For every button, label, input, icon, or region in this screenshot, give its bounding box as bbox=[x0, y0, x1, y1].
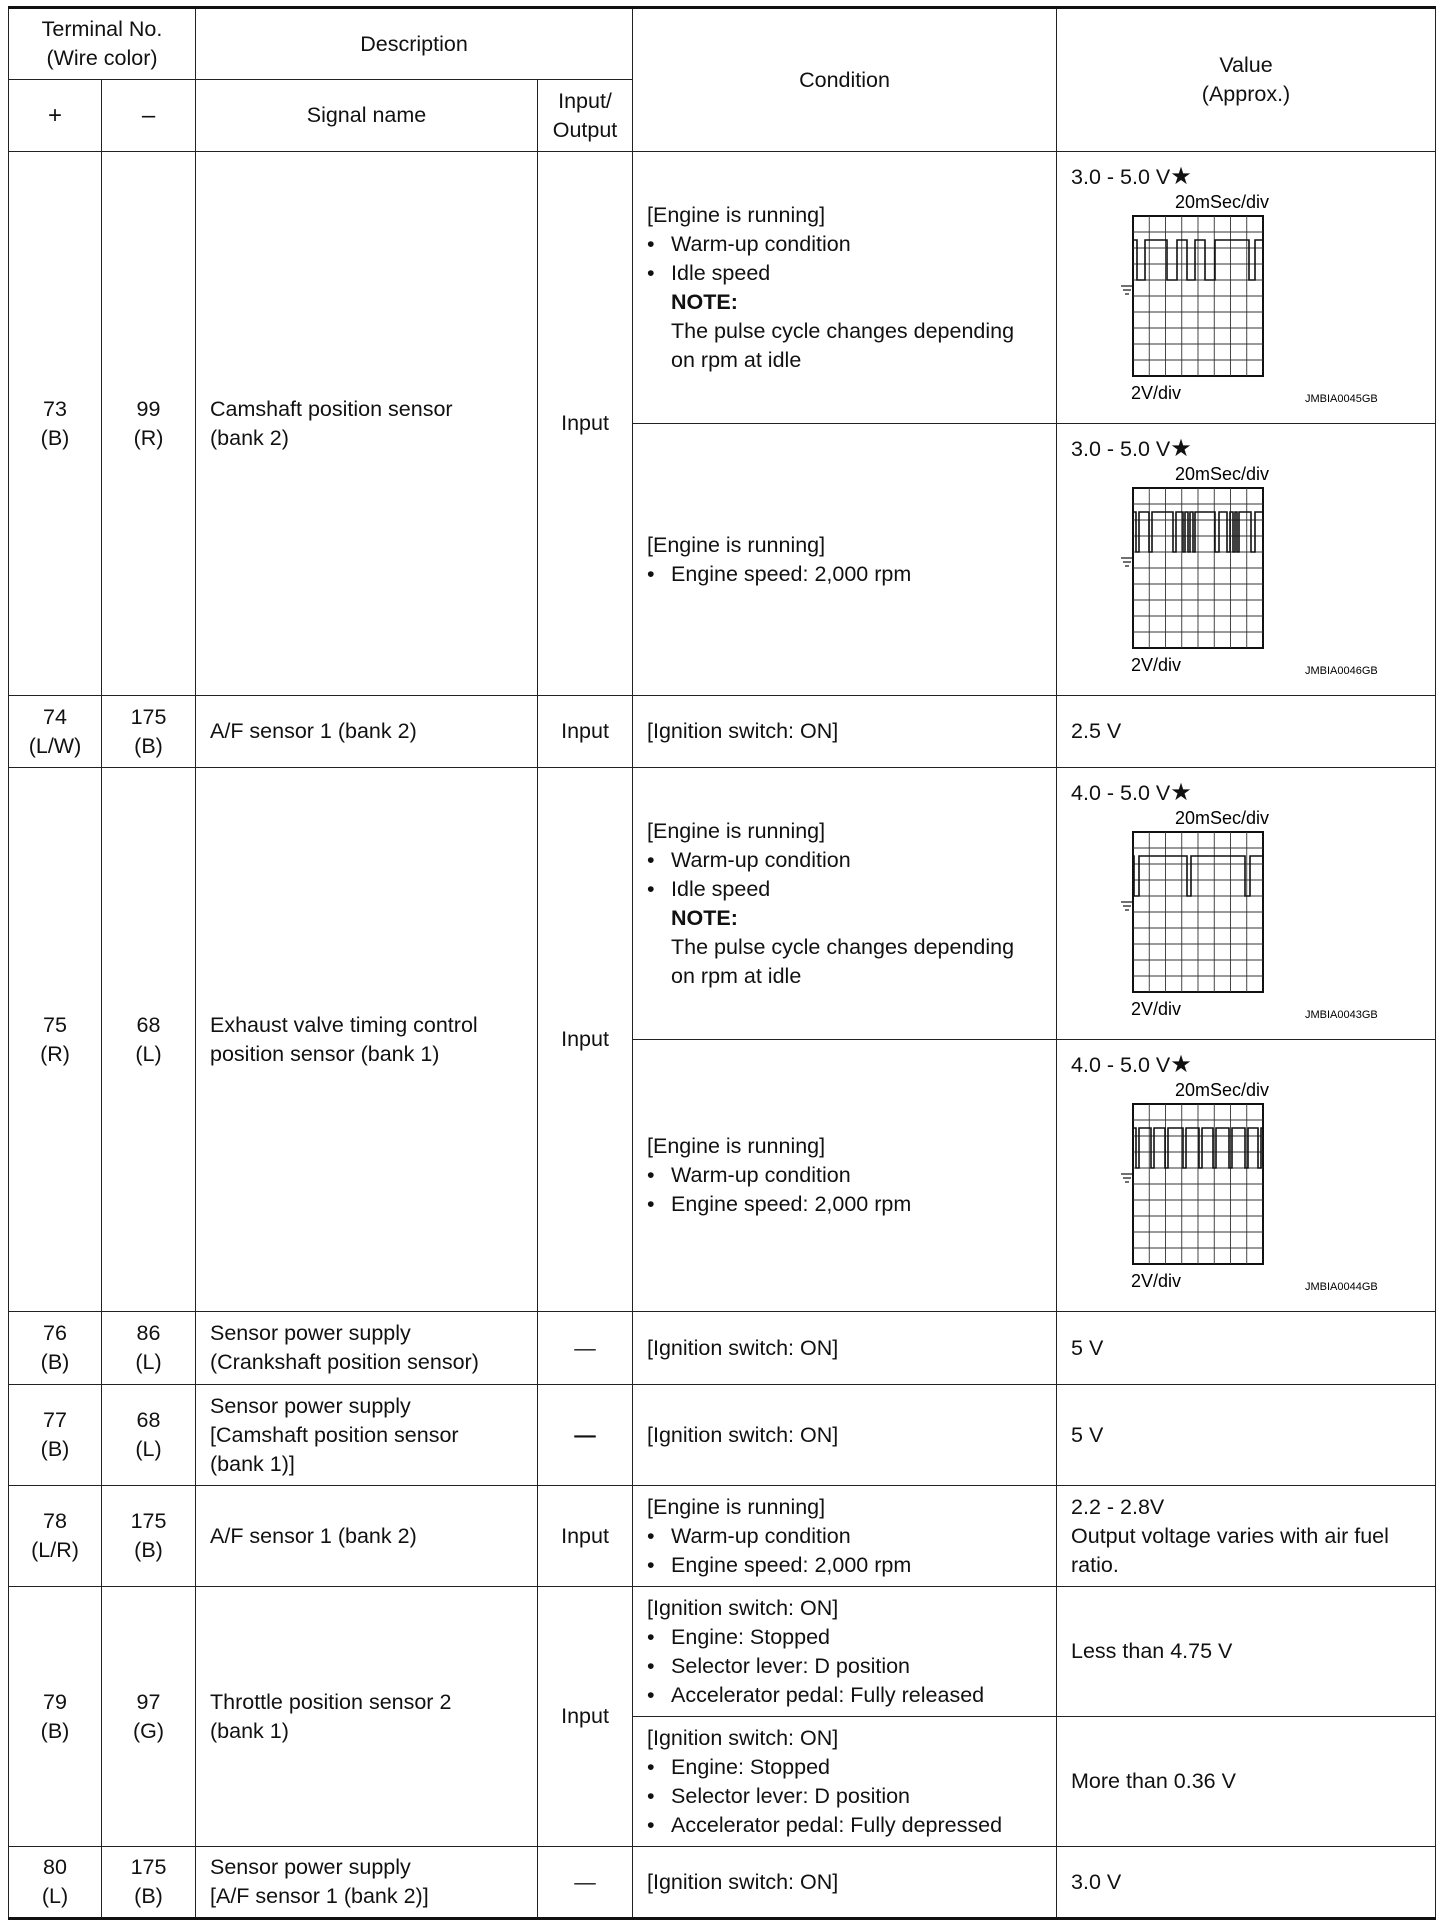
condition-cell bbox=[633, 1486, 1057, 1587]
condition-title: [Engine is running] bbox=[647, 1494, 826, 1519]
oscilloscope-waveform bbox=[1071, 194, 1401, 406]
oscilloscope-waveform bbox=[1071, 466, 1401, 678]
condition-bullet: • Engine speed: 2,000 rpm bbox=[647, 1552, 912, 1577]
terminal-minus: 175 (B) bbox=[102, 696, 196, 768]
condition-cell bbox=[633, 424, 1057, 696]
terminal-plus: 78 (L/R) bbox=[9, 1486, 102, 1587]
value-cell: 2.2 - 2.8V Output voltage varies with air fuel ratio. bbox=[1057, 1486, 1436, 1587]
signal-name: A/F sensor 1 (bank 2) bbox=[196, 1486, 538, 1587]
volts-per-div-label: 2V/div bbox=[1131, 999, 1182, 1019]
terminal-minus: 86 (L) bbox=[102, 1312, 196, 1385]
condition-cell: [Ignition switch: ON] bbox=[633, 1312, 1057, 1385]
table-row bbox=[9, 152, 1436, 424]
condition-bullet: • Idle speed bbox=[647, 876, 771, 901]
input-output: Input bbox=[538, 1587, 633, 1847]
condition-title: [Engine is running] bbox=[647, 202, 826, 227]
header-minus: – bbox=[102, 80, 196, 152]
input-output: Input bbox=[538, 768, 633, 1312]
terminal-minus: 175 (B) bbox=[102, 1847, 196, 1919]
condition-bullet: • Warm-up condition bbox=[647, 1523, 851, 1548]
table-row bbox=[9, 1385, 1436, 1486]
condition-bullet: • Warm-up condition bbox=[647, 847, 851, 872]
input-output: — bbox=[538, 1847, 633, 1919]
condition-bullet: • Engine: Stopped bbox=[647, 1754, 831, 1779]
condition-bullet: • Engine speed: 2,000 rpm bbox=[647, 1192, 912, 1216]
volts-per-div-label: 2V/div bbox=[1131, 655, 1182, 675]
input-output: — bbox=[538, 1385, 633, 1486]
signal-name: Sensor power supply (Crankshaft position sensor) bbox=[196, 1312, 538, 1385]
signal-name: A/F sensor 1 (bank 2) bbox=[196, 696, 538, 768]
figure-code: JMBIA0046GB bbox=[1305, 665, 1378, 677]
condition-bullet: • Accelerator pedal: Fully depressed bbox=[647, 1812, 1003, 1837]
signal-name: Throttle position sensor 2 (bank 1) bbox=[196, 1587, 538, 1847]
condition-bullet: • Selector lever: D position bbox=[647, 1783, 911, 1808]
timebase-label: 20mSec/div bbox=[1175, 810, 1270, 828]
terminal-table-page bbox=[8, 6, 1435, 1920]
voltage-range: 3.0 - 5.0 V★ bbox=[1071, 163, 1192, 190]
header-description: Description bbox=[196, 8, 633, 80]
figure-code: JMBIA0043GB bbox=[1305, 1009, 1378, 1021]
note-label: NOTE: bbox=[671, 905, 738, 930]
condition-bullet: • Warm-up condition bbox=[647, 1163, 851, 1187]
condition-bullet: • Engine: Stopped bbox=[647, 1624, 831, 1649]
terminal-plus: 77 (B) bbox=[9, 1385, 102, 1486]
table-row bbox=[9, 1847, 1436, 1919]
note-label: NOTE: bbox=[671, 289, 738, 314]
signal-name: Exhaust valve timing control position sensor (bank 1) bbox=[196, 768, 538, 1312]
header-plus: + bbox=[9, 80, 102, 152]
condition-bullet: • Selector lever: D position bbox=[647, 1653, 911, 1678]
value-cell: 2.5 V bbox=[1057, 696, 1436, 768]
condition-title: [Ignition switch: ON] bbox=[647, 1595, 839, 1620]
oscilloscope-waveform bbox=[1071, 1082, 1401, 1294]
figure-code: JMBIA0044GB bbox=[1305, 1281, 1378, 1293]
signal-name: Sensor power supply [A/F sensor 1 (bank 2)] bbox=[196, 1847, 538, 1919]
header-signal-name: Signal name bbox=[196, 80, 538, 152]
table-row bbox=[9, 1587, 1436, 1717]
condition-bullet: • Idle speed bbox=[647, 260, 771, 285]
input-output: Input bbox=[538, 696, 633, 768]
volts-per-div-label: 2V/div bbox=[1131, 1271, 1182, 1291]
input-output: — bbox=[538, 1312, 633, 1385]
value-cell: Less than 4.75 V bbox=[1057, 1587, 1436, 1717]
note-text: The pulse cycle changes depending on rpm at idle bbox=[671, 318, 1015, 372]
condition-cell bbox=[633, 152, 1057, 424]
value-cell: 3.0 V bbox=[1057, 1847, 1436, 1919]
value-waveform-cell bbox=[1057, 1040, 1436, 1312]
condition-cell: [Ignition switch: ON] bbox=[633, 1385, 1057, 1486]
terminal-plus: 74 (L/W) bbox=[9, 696, 102, 768]
terminal-minus: 99 (R) bbox=[102, 152, 196, 696]
voltage-range: 3.0 - 5.0 V★ bbox=[1071, 435, 1192, 462]
table-row bbox=[9, 696, 1436, 768]
condition-cell: [Ignition switch: ON] bbox=[633, 1847, 1057, 1919]
voltage-range: 4.0 - 5.0 V★ bbox=[1071, 1051, 1192, 1078]
condition-title: [Engine is running] bbox=[647, 818, 826, 843]
header-value: Value (Approx.) bbox=[1057, 8, 1436, 152]
table-row bbox=[9, 768, 1436, 1040]
input-output: Input bbox=[538, 152, 633, 696]
signal-name: Sensor power supply [Camshaft position sensor (bank 1)] bbox=[196, 1385, 538, 1486]
terminal-plus: 75 (R) bbox=[9, 768, 102, 1312]
condition-cell bbox=[633, 1040, 1057, 1312]
value-waveform-cell bbox=[1057, 424, 1436, 696]
figure-code: JMBIA0045GB bbox=[1305, 393, 1378, 405]
condition-title: [Ignition switch: ON] bbox=[647, 1725, 839, 1750]
input-output: Input bbox=[538, 1486, 633, 1587]
terminal-plus: 79 (B) bbox=[9, 1587, 102, 1847]
table-row bbox=[9, 1486, 1436, 1587]
timebase-label: 20mSec/div bbox=[1175, 1082, 1270, 1100]
value-waveform-cell bbox=[1057, 152, 1436, 424]
table-row bbox=[9, 1312, 1436, 1385]
condition-cell: [Ignition switch: ON] bbox=[633, 696, 1057, 768]
header-terminal: Terminal No. (Wire color) bbox=[9, 8, 196, 80]
terminal-minus: 68 (L) bbox=[102, 768, 196, 1312]
terminal-minus: 175 (B) bbox=[102, 1486, 196, 1587]
value-waveform-cell bbox=[1057, 768, 1436, 1040]
terminal-table bbox=[8, 6, 1436, 1920]
oscilloscope-waveform bbox=[1071, 810, 1401, 1022]
condition-cell bbox=[633, 768, 1057, 1040]
condition-cell bbox=[633, 1717, 1057, 1847]
condition-cell bbox=[633, 1587, 1057, 1717]
value-cell: More than 0.36 V bbox=[1057, 1717, 1436, 1847]
terminal-minus: 97 (G) bbox=[102, 1587, 196, 1847]
value-cell: 5 V bbox=[1057, 1312, 1436, 1385]
voltage-range: 4.0 - 5.0 V★ bbox=[1071, 779, 1192, 806]
condition-bullet: • Engine speed: 2,000 rpm bbox=[647, 561, 912, 586]
header-condition: Condition bbox=[633, 8, 1057, 152]
condition-title: [Engine is running] bbox=[647, 1134, 826, 1158]
condition-title: [Engine is running] bbox=[647, 532, 826, 557]
note-text: The pulse cycle changes depending on rpm at idle bbox=[671, 934, 1015, 988]
timebase-label: 20mSec/div bbox=[1175, 466, 1270, 484]
condition-bullet: • Warm-up condition bbox=[647, 231, 851, 256]
timebase-label: 20mSec/div bbox=[1175, 194, 1270, 212]
terminal-plus: 80 (L) bbox=[9, 1847, 102, 1919]
terminal-plus: 76 (B) bbox=[9, 1312, 102, 1385]
terminal-minus: 68 (L) bbox=[102, 1385, 196, 1486]
header-input-output: Input/ Output bbox=[538, 80, 633, 152]
terminal-plus: 73 (B) bbox=[9, 152, 102, 696]
value-cell: 5 V bbox=[1057, 1385, 1436, 1486]
volts-per-div-label: 2V/div bbox=[1131, 383, 1182, 403]
condition-bullet: • Accelerator pedal: Fully released bbox=[647, 1682, 985, 1707]
signal-name: Camshaft position sensor (bank 2) bbox=[196, 152, 538, 696]
